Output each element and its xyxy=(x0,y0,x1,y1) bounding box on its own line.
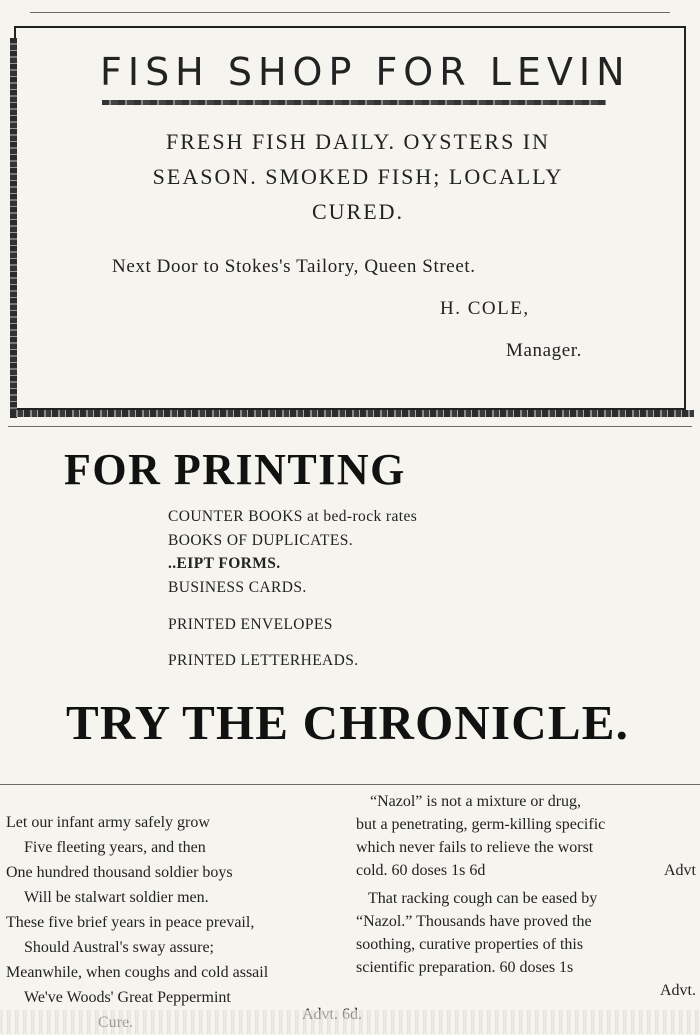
nazol-line: which never fails to relieve the worst xyxy=(356,839,594,856)
poem-line: Five fleeting years, and then xyxy=(24,839,206,856)
description-line: CURED. xyxy=(311,199,405,224)
description-line: SEASON. SMOKED FISH; LOCALLY xyxy=(152,164,564,189)
printing-service-item: PRINTED ENVELOPES xyxy=(168,616,333,633)
nazol-advt-label: Advt xyxy=(664,862,696,879)
section-rule xyxy=(8,426,692,427)
nazol-line-with-advt xyxy=(356,859,696,882)
poem-line: Should Austral's sway assure; xyxy=(24,939,214,956)
shop-address: Next Door to Stokes's Tailory, Queen Street. xyxy=(112,256,476,277)
printing-service-item: COUNTER BOOKS at bed-rock rates xyxy=(168,508,418,525)
poem-line: These five brief years in peace prevail, xyxy=(6,914,255,931)
top-rule xyxy=(30,12,670,13)
nazol-advt-label: Advt. xyxy=(660,982,696,999)
printing-service-item: PRINTED LETTERHEADS. xyxy=(168,652,359,669)
proprietor-role: Manager. xyxy=(506,340,583,361)
printing-service-item: BOOKS OF DUPLICATES. xyxy=(168,532,353,549)
fish-shop-title: FISH SHOP FOR LEVIN xyxy=(100,50,631,94)
fish-shop-description xyxy=(108,124,608,229)
printing-heading: FOR PRINTING xyxy=(64,445,406,494)
poem-line: Will be stalwart soldier men. xyxy=(24,889,209,906)
nazol-line: soothing, curative properties of this xyxy=(356,936,584,953)
nazol-line: “Nazol.” Thousands have proved the xyxy=(356,913,592,930)
printing-service-item: BUSINESS CARDS. xyxy=(168,579,307,596)
title-underline xyxy=(102,100,606,105)
paper-texture xyxy=(0,1010,700,1034)
chronicle-slogan: TRY THE CHRONICLE. xyxy=(66,695,630,750)
ad-border-bottom xyxy=(10,410,694,417)
printing-service-item: ..EIPT FORMS. xyxy=(168,555,281,572)
section-rule xyxy=(0,784,700,785)
description-line: FRESH FISH DAILY. OYSTERS IN xyxy=(165,129,551,154)
fish-shop-advertisement xyxy=(14,26,686,410)
poem-advertisement xyxy=(6,810,352,1035)
nazol-line: but a penetrating, germ-killing specific xyxy=(356,816,606,833)
ad-border-left xyxy=(10,38,17,418)
poem-line: Meanwhile, when coughs and cold assail xyxy=(6,964,269,981)
nazol-advertisement xyxy=(356,790,696,1002)
nazol-price-line: cold. 60 doses 1s 6d xyxy=(356,862,486,879)
poem-line: We've Woods' Great Peppermint xyxy=(24,989,231,1006)
poem-line: Let our infant army safely grow xyxy=(6,814,210,831)
nazol-line: scientific preparation. 60 doses 1s xyxy=(356,959,574,976)
proprietor-name: H. COLE, xyxy=(440,298,530,319)
poem-line: One hundred thousand soldier boys xyxy=(6,864,233,881)
nazol-line: That racking cough can be eased by xyxy=(368,890,598,907)
nazol-line: “Nazol” is not a mixture or drug, xyxy=(370,793,582,810)
